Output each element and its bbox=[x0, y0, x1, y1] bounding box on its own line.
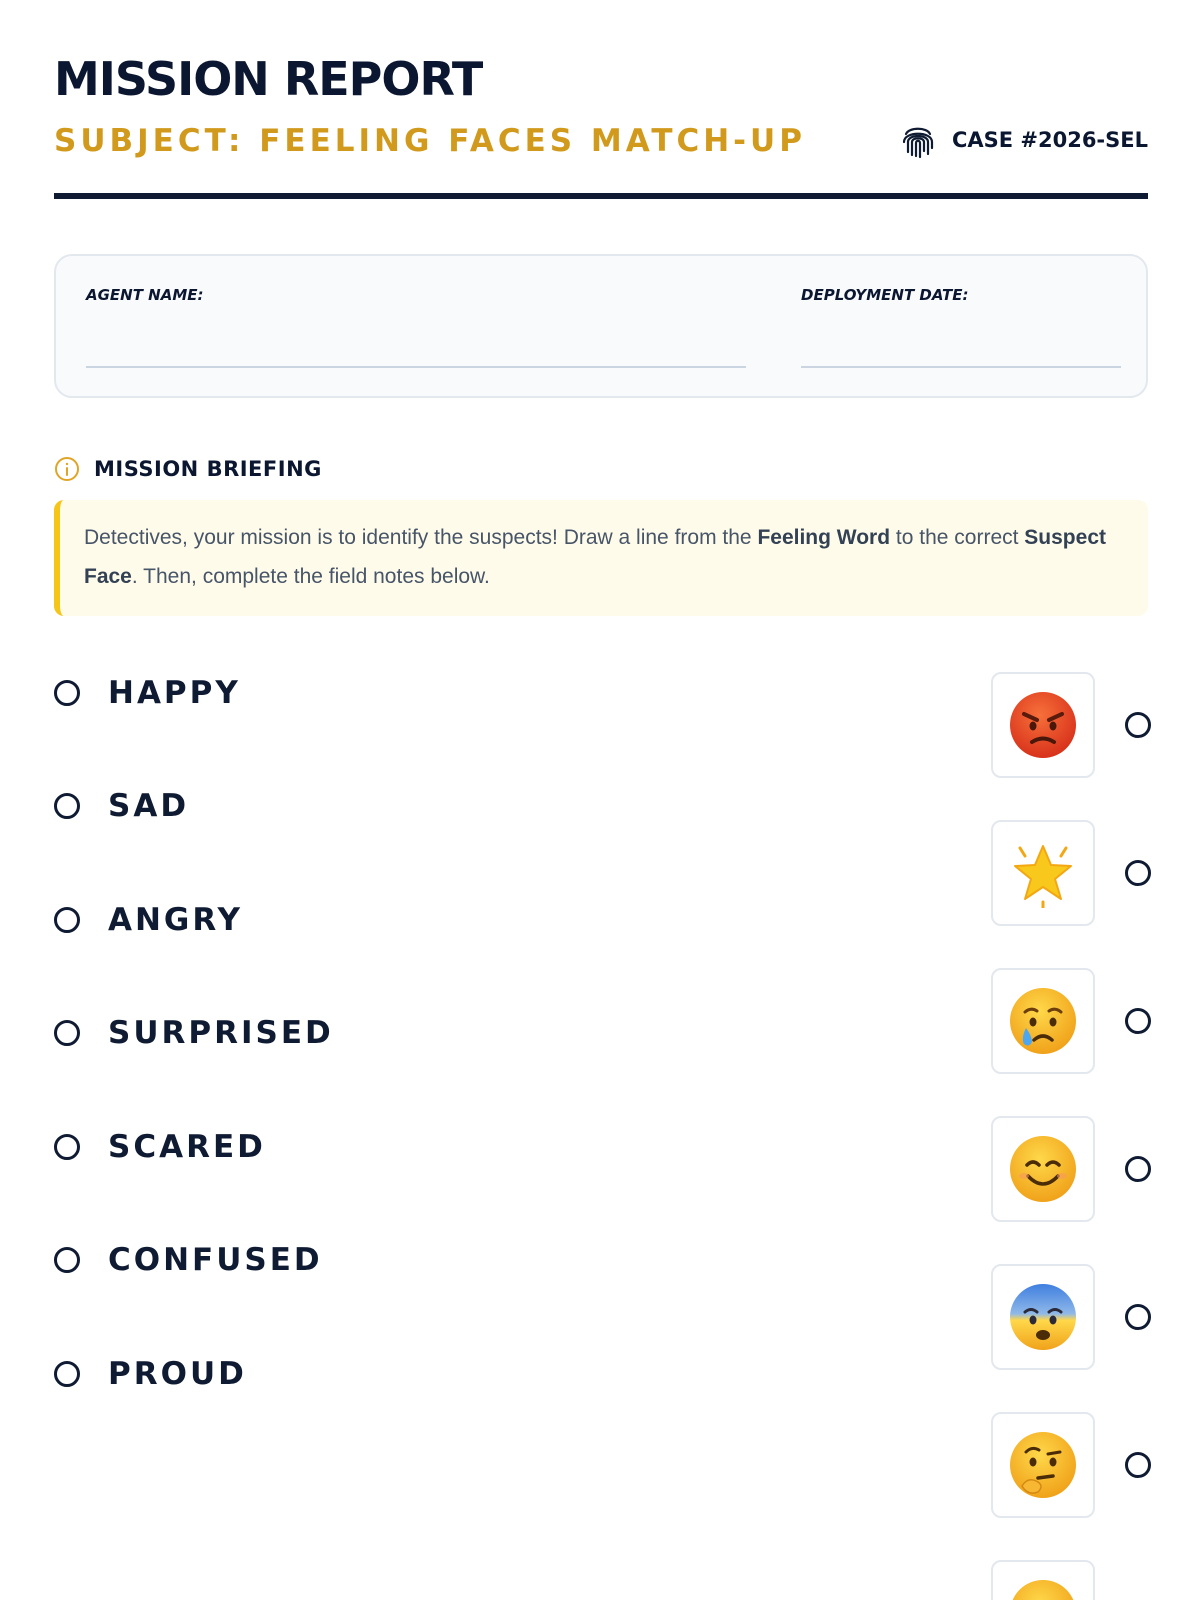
suspect-face-card bbox=[991, 968, 1095, 1074]
feeling-word: CONFUSED bbox=[108, 1242, 323, 1278]
case-number-text: CASE #2026-SEL bbox=[951, 128, 1148, 152]
word-connector-dot[interactable] bbox=[54, 1247, 80, 1273]
page-title: MISSION REPORT bbox=[54, 52, 483, 106]
briefing-callout bbox=[54, 500, 1148, 616]
feeling-word-item bbox=[54, 1122, 266, 1172]
agent-name-input-line[interactable] bbox=[86, 366, 746, 368]
case-number bbox=[898, 120, 1148, 160]
face-connector-dot[interactable] bbox=[1125, 712, 1151, 738]
face-connector-dot[interactable] bbox=[1125, 1452, 1151, 1478]
word-connector-dot[interactable] bbox=[54, 793, 80, 819]
thinking-face-icon bbox=[1008, 1430, 1078, 1500]
feeling-word: SAD bbox=[108, 788, 190, 824]
agent-name-label: AGENT NAME: bbox=[86, 286, 204, 304]
feeling-word-item bbox=[54, 1235, 323, 1285]
angry-face-icon bbox=[1008, 690, 1078, 760]
word-connector-dot[interactable] bbox=[54, 680, 80, 706]
briefing-text-1: Detectives, your mission is to identify the suspects! Draw a line from the bbox=[84, 526, 758, 549]
suspect-face-card bbox=[991, 1412, 1095, 1518]
face-connector-dot[interactable] bbox=[1125, 1156, 1151, 1182]
fingerprint-icon bbox=[898, 120, 938, 160]
briefing-text-2: to the correct bbox=[890, 526, 1025, 549]
suspect-face-card bbox=[991, 1560, 1095, 1600]
suspect-face-card bbox=[991, 1116, 1095, 1222]
glowing-star-icon bbox=[1008, 838, 1078, 908]
suspect-face-card bbox=[991, 1264, 1095, 1370]
briefing-text-3: . Then, complete the field notes below. bbox=[131, 565, 490, 588]
deployment-date-label: DEPLOYMENT DATE: bbox=[801, 286, 969, 304]
feeling-word-item bbox=[54, 1008, 334, 1058]
page-subtitle: SUBJECT: FEELING FACES MATCH-UP bbox=[54, 123, 806, 159]
feeling-word-item bbox=[54, 895, 243, 945]
feeling-word-item bbox=[54, 668, 241, 718]
briefing-bold-2: Suspect Face bbox=[84, 526, 1106, 588]
feeling-word: SCARED bbox=[108, 1129, 266, 1165]
briefing-heading bbox=[54, 456, 322, 482]
feeling-word: SURPRISED bbox=[108, 1015, 334, 1051]
header-divider bbox=[54, 193, 1148, 199]
face-connector-dot[interactable] bbox=[1125, 1304, 1151, 1330]
briefing-bold-1: Feeling Word bbox=[757, 526, 891, 549]
feeling-word: ANGRY bbox=[108, 902, 244, 938]
feeling-word: PROUD bbox=[108, 1356, 247, 1392]
word-connector-dot[interactable] bbox=[54, 1134, 80, 1160]
suspect-face-card bbox=[991, 672, 1095, 778]
suspect-face-card bbox=[991, 820, 1095, 926]
face-connector-dot[interactable] bbox=[1125, 860, 1151, 886]
briefing-heading-text: MISSION BRIEFING bbox=[94, 457, 322, 481]
word-connector-dot[interactable] bbox=[54, 907, 80, 933]
fearful-face-icon bbox=[1008, 1282, 1078, 1352]
info-icon bbox=[54, 456, 80, 482]
feeling-word-item bbox=[54, 1349, 247, 1399]
deployment-date-input-line[interactable] bbox=[801, 366, 1121, 368]
crying-face-icon bbox=[1008, 986, 1078, 1056]
feeling-word: HAPPY bbox=[108, 675, 241, 711]
smiling-face-icon bbox=[1008, 1134, 1078, 1204]
partial-face-icon bbox=[1008, 1578, 1078, 1600]
feeling-word-item bbox=[54, 781, 189, 831]
face-connector-dot[interactable] bbox=[1125, 1008, 1151, 1034]
agent-info-box bbox=[54, 254, 1148, 398]
word-connector-dot[interactable] bbox=[54, 1361, 80, 1387]
word-connector-dot[interactable] bbox=[54, 1020, 80, 1046]
